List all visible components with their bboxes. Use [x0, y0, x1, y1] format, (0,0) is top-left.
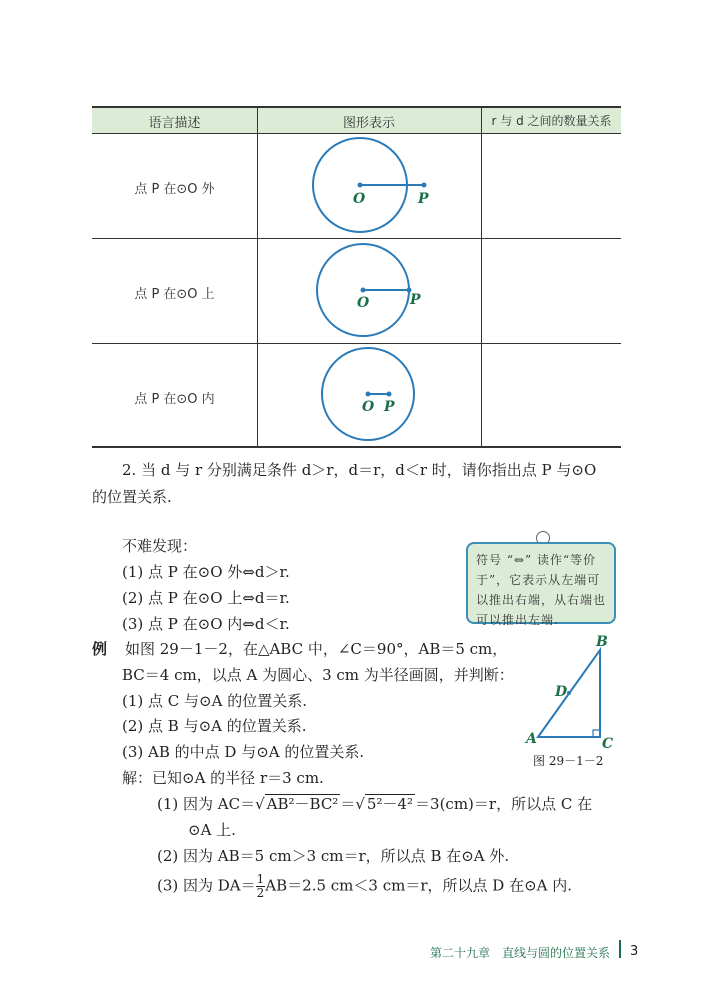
solution-step-1 [157, 793, 592, 814]
figure-caption: 图 29－1－2 [533, 754, 604, 768]
sol1-equals: ＝ [340, 795, 356, 813]
row-relation [482, 134, 621, 238]
triangle-figure [520, 630, 620, 750]
label-p: P [410, 292, 421, 308]
midpoint-dot [567, 691, 571, 695]
sol1-sqrt-2: 5²－4² [366, 795, 414, 813]
sol3-suffix: AB＝2.5 cm＜3 cm＝r，所以点 D 在⊙A 内. [265, 876, 573, 895]
footer-divider [619, 940, 621, 958]
center-dot [361, 288, 366, 293]
solution-intro: 解：已知⊙A 的半径 r＝3 cm. [122, 769, 324, 787]
example-line-2: BC＝4 cm，以点 A 为圆心、3 cm 为半径画圆，并判断： [122, 666, 514, 684]
example-line-1: 如图 29－1－2，在△ABC 中，∠C＝90°，AB＝5 cm， [125, 640, 508, 658]
point-dot [422, 183, 427, 188]
table-header-relation: r 与 d 之间的数量关系 [491, 114, 612, 128]
label-o: O [362, 399, 375, 415]
solution-step-3 [157, 873, 572, 900]
figure-point-outside [258, 134, 481, 238]
figure-point-inside [258, 344, 481, 446]
figure-point-on [258, 239, 481, 343]
finding-item: (3) 点 P 在⊙O 内⇔d＜r. [122, 615, 290, 633]
solution-step-2: (2) 因为 AB＝5 cm＞3 cm＝r，所以点 B 在⊙A 外. [157, 847, 510, 865]
page-number: 3 [630, 944, 639, 959]
row-relation [482, 344, 621, 446]
question-line-2: 的位置关系. [92, 488, 172, 506]
label-o: O [357, 295, 370, 311]
fraction-half [256, 873, 266, 900]
vertex-a: A [526, 731, 537, 747]
sol1-suffix: ＝3(cm)＝r，所以点 C 在 [415, 795, 593, 813]
label-p: P [384, 399, 395, 415]
findings-intro: 不难发现： [122, 537, 198, 555]
sqrt-sign-icon: √ [355, 795, 365, 813]
footer-chapter: 第二十九章 直线与圆的位置关系 [430, 946, 611, 960]
example-label: 例 [92, 640, 108, 658]
center-dot [366, 392, 371, 397]
right-angle-mark [593, 730, 600, 737]
vertex-c: C [602, 736, 614, 750]
sol1-prefix: (1) 因为 AC＝ [157, 795, 256, 813]
vertex-d: D [555, 684, 568, 700]
vertex-b: B [596, 634, 608, 650]
row-description: 点 P 在⊙O 内 [134, 392, 215, 407]
finding-item: (1) 点 P 在⊙O 外⇔d＞r. [122, 563, 290, 581]
table-header-description: 语言描述 [148, 116, 201, 131]
point-dot [387, 392, 392, 397]
table-header-figure: 图形表示 [342, 116, 395, 131]
sqrt-sign-icon: √ [255, 795, 265, 813]
row-description: 点 P 在⊙O 上 [134, 287, 215, 302]
example-item: (2) 点 B 与⊙A 的位置关系. [122, 717, 307, 735]
sol1-sqrt-1: AB²－BC² [266, 795, 339, 813]
example-item: (1) 点 C 与⊙A 的位置关系. [122, 692, 307, 710]
finding-item: (2) 点 P 在⊙O 上⇔d＝r. [122, 589, 290, 607]
sol3-prefix: (3) 因为 DA＝ [157, 876, 256, 895]
center-dot [358, 183, 363, 188]
row-relation [482, 239, 621, 343]
row-description: 点 P 在⊙O 外 [134, 182, 215, 197]
fraction-denominator: 2 [256, 886, 265, 900]
table-bottom-rule [92, 446, 621, 448]
note-box: 符号 “⇔” 读作“等价于”，它表示从左端可以推出右端，从右端也可以推出左端. [466, 542, 616, 624]
table-top-rule [92, 106, 621, 108]
example-item: (3) AB 的中点 D 与⊙A 的位置关系. [122, 743, 365, 761]
fraction-numerator: 1 [256, 872, 265, 886]
label-p: P [418, 191, 429, 207]
solution-step-1-cont: ⊙A 上. [188, 821, 236, 839]
question-line-1: 2. 当 d 与 r 分别满足条件 d＞r，d＝r，d＜r 时，请你指出点 P 与⊙O [122, 461, 597, 479]
label-o: O [353, 191, 366, 207]
